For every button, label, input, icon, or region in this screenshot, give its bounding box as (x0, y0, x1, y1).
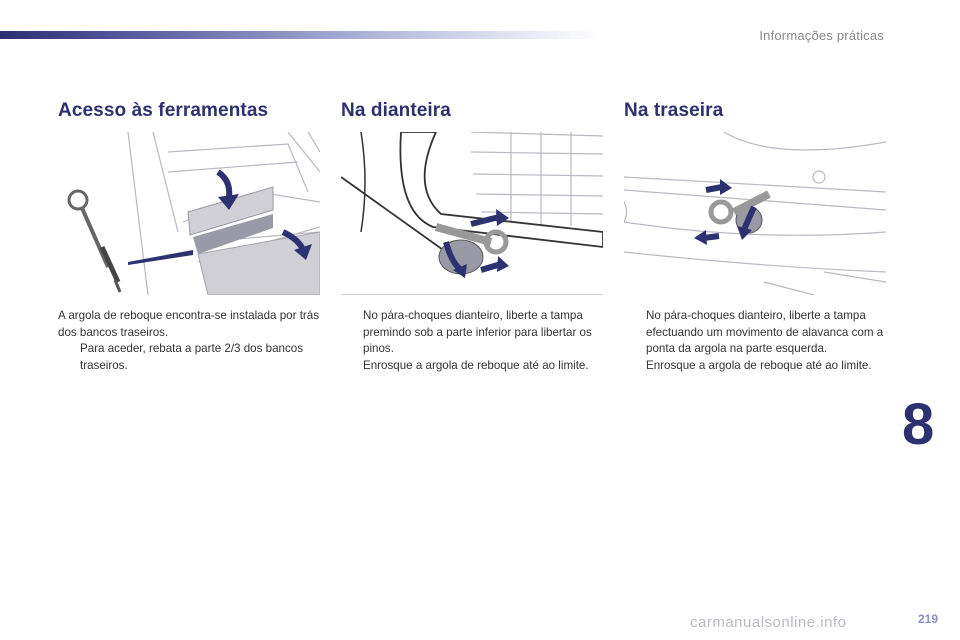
tow-ring-icon (69, 191, 120, 292)
bullet-text: Enrosque a argola de reboque até ao limite. (363, 358, 589, 372)
bullet-text: Para aceder, rebata a parte 2/3 dos bancos traseiros. (80, 342, 304, 372)
bullet-glyph (624, 358, 646, 375)
bullet-item (58, 341, 320, 374)
column-front (341, 100, 603, 372)
header-gradient-bar (0, 31, 600, 39)
bullet-item (624, 358, 886, 375)
bullet-glyph (624, 308, 646, 358)
section-title: Informações práticas (759, 28, 884, 43)
bullet-text: Enrosque a argola de reboque até ao limite. (646, 358, 872, 372)
column-text (58, 308, 320, 374)
illustration-rear-seat (58, 132, 320, 295)
column-rear (624, 100, 886, 372)
illustration-rear-bumper (624, 132, 886, 295)
column-title: Acesso às ferramentas (58, 100, 269, 121)
column-title: Na traseira (624, 100, 724, 121)
bullet-glyph (341, 308, 363, 358)
bullet-text: No pára-choques dianteiro, liberte a tampa efectuando um movimento de alavanca com a ponta da argola na parte esquerda. (646, 309, 884, 355)
bullet-item (624, 308, 886, 358)
page-number: 219 (917, 612, 938, 626)
watermark-text: carmanualsonline.info (690, 614, 847, 631)
bullet-item (341, 308, 603, 358)
bullet-item (341, 358, 603, 375)
column-text (624, 308, 886, 374)
column-tool-access (58, 100, 320, 372)
column-title: Na dianteira (341, 100, 451, 121)
bullet-glyph (58, 341, 80, 374)
illustration-front-bumper (341, 132, 603, 295)
column-text (341, 308, 603, 374)
chapter-number: 8 (902, 392, 935, 457)
bullet-glyph (341, 358, 363, 375)
bullet-text: No pára-choques dianteiro, liberte a tampa premindo sob a parte inferior para libertar os pinos. (363, 309, 592, 355)
intro-text: A argola de reboque encontra-se instalada por trás dos bancos traseiros. (58, 309, 320, 339)
